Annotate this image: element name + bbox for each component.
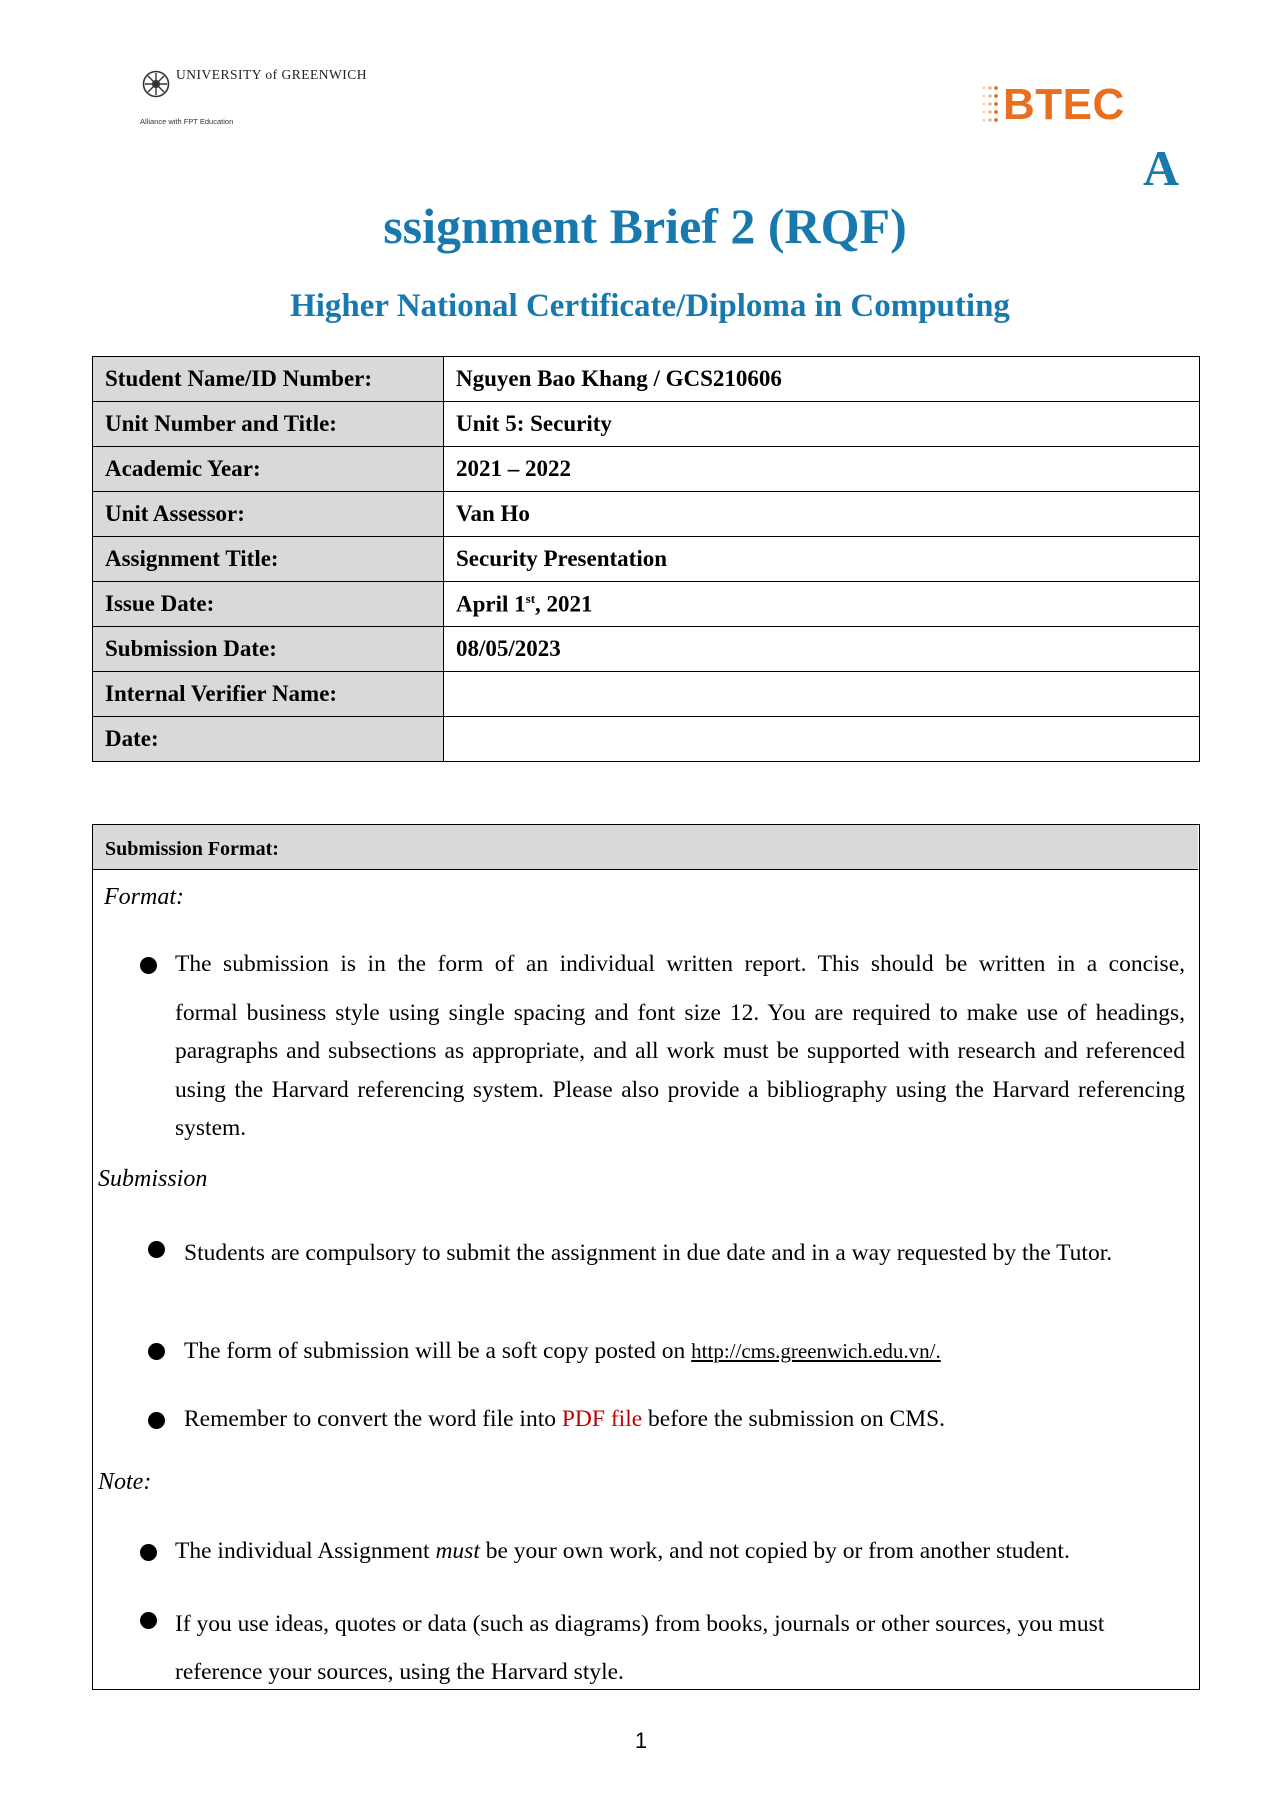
row-value: 08/05/2023: [444, 627, 1200, 672]
table-row: [93, 582, 1200, 627]
bullet-icon: [148, 1241, 165, 1258]
row-value: Security Presentation: [444, 537, 1200, 582]
page-subtitle: Higher National Certificate/Diploma in Computing: [290, 288, 1010, 324]
note-label: Note:: [98, 1469, 152, 1495]
row-label: Internal Verifier Name:: [93, 672, 444, 717]
cms-link[interactable]: http://cms.greenwich.edu.vn/.: [691, 1339, 941, 1363]
row-label: Issue Date:: [93, 582, 444, 627]
row-label: Unit Assessor:: [93, 492, 444, 537]
issue-date-tail: , 2021: [535, 591, 593, 617]
row-value: [444, 582, 1200, 627]
btec-dots-icon: [980, 82, 1002, 126]
table-row: [93, 492, 1200, 537]
submission-item-1: Students are compulsory to submit the assignment in due date and in a way requested by the Tutor.: [184, 1240, 1113, 1266]
alliance-text: Alliance with FPT Education: [140, 117, 234, 126]
row-label: Academic Year:: [93, 447, 444, 492]
row-value: Nguyen Bao Khang / GCS210606: [444, 357, 1200, 402]
row-value: Unit 5: Security: [444, 402, 1200, 447]
row-label: Submission Date:: [93, 627, 444, 672]
bullet-icon: [148, 1343, 165, 1360]
table-row: [93, 357, 1200, 402]
issue-date-main: April 1: [456, 591, 526, 617]
table-row: [93, 672, 1200, 717]
university-seal-icon: [142, 70, 170, 98]
row-label: Unit Number and Title:: [93, 402, 444, 447]
submission-item-3: Remember to convert the word file into PDF file before the submission on CMS.: [184, 1406, 946, 1432]
row-value: 2021 – 2022: [444, 447, 1200, 492]
format-rest: formal business style using single spacing and font size 12. You are required to make use of headings, paragraphs and subsections as appropriate, and all work must be supported with research and referenced using the Harvard referencing system. Please also provide a bibliography using the Harvard referencing system.: [175, 999, 1185, 1141]
bullet-icon: [140, 1612, 157, 1629]
bullet-icon: [140, 957, 157, 974]
table-row: [93, 402, 1200, 447]
bullet-icon: [148, 1412, 165, 1429]
page-title: ssignment Brief 2 (RQF): [383, 198, 907, 254]
format-line-1: The submission is in the form of an individual written report. This should be written in a concise,: [175, 951, 1185, 977]
format-paragraph: [175, 945, 1185, 1148]
btec-logo-text: BTEC: [1003, 80, 1125, 129]
submission-format-heading: Submission Format:: [105, 838, 279, 860]
row-label: Date:: [93, 717, 444, 762]
bullet-icon: [140, 1544, 157, 1561]
page-number: 1: [634, 1728, 648, 1753]
issue-date-superscript: st: [525, 590, 536, 606]
row-value: [444, 672, 1200, 717]
note-item-2: If you use ideas, quotes or data (such as diagrams) from books, journals or other sources, you must reference your sources, using the Harvard style.: [175, 1611, 1105, 1685]
row-label: Assignment Title:: [93, 537, 444, 582]
title-first-letter: A: [1143, 140, 1180, 196]
pdf-file-highlight: PDF file: [561, 1406, 643, 1432]
submission-item-2: The form of submission will be a soft copy posted on http://cms.greenwich.edu.vn/.: [184, 1338, 941, 1364]
note-item-1: The individual Assignment must be your own work, and not copied by or from another student.: [175, 1538, 1070, 1564]
row-label: Student Name/ID Number:: [93, 357, 444, 402]
assignment-info-table: [92, 356, 1200, 762]
table-row: [93, 447, 1200, 492]
row-value: Van Ho: [444, 492, 1200, 537]
row-value: [444, 717, 1200, 762]
submission-label: Submission: [98, 1166, 208, 1192]
table-row: [93, 627, 1200, 672]
format-label: Format:: [104, 884, 184, 910]
table-row: [93, 717, 1200, 762]
table-row: [93, 537, 1200, 582]
university-name: UNIVERSITY of GREENWICH: [176, 67, 367, 82]
